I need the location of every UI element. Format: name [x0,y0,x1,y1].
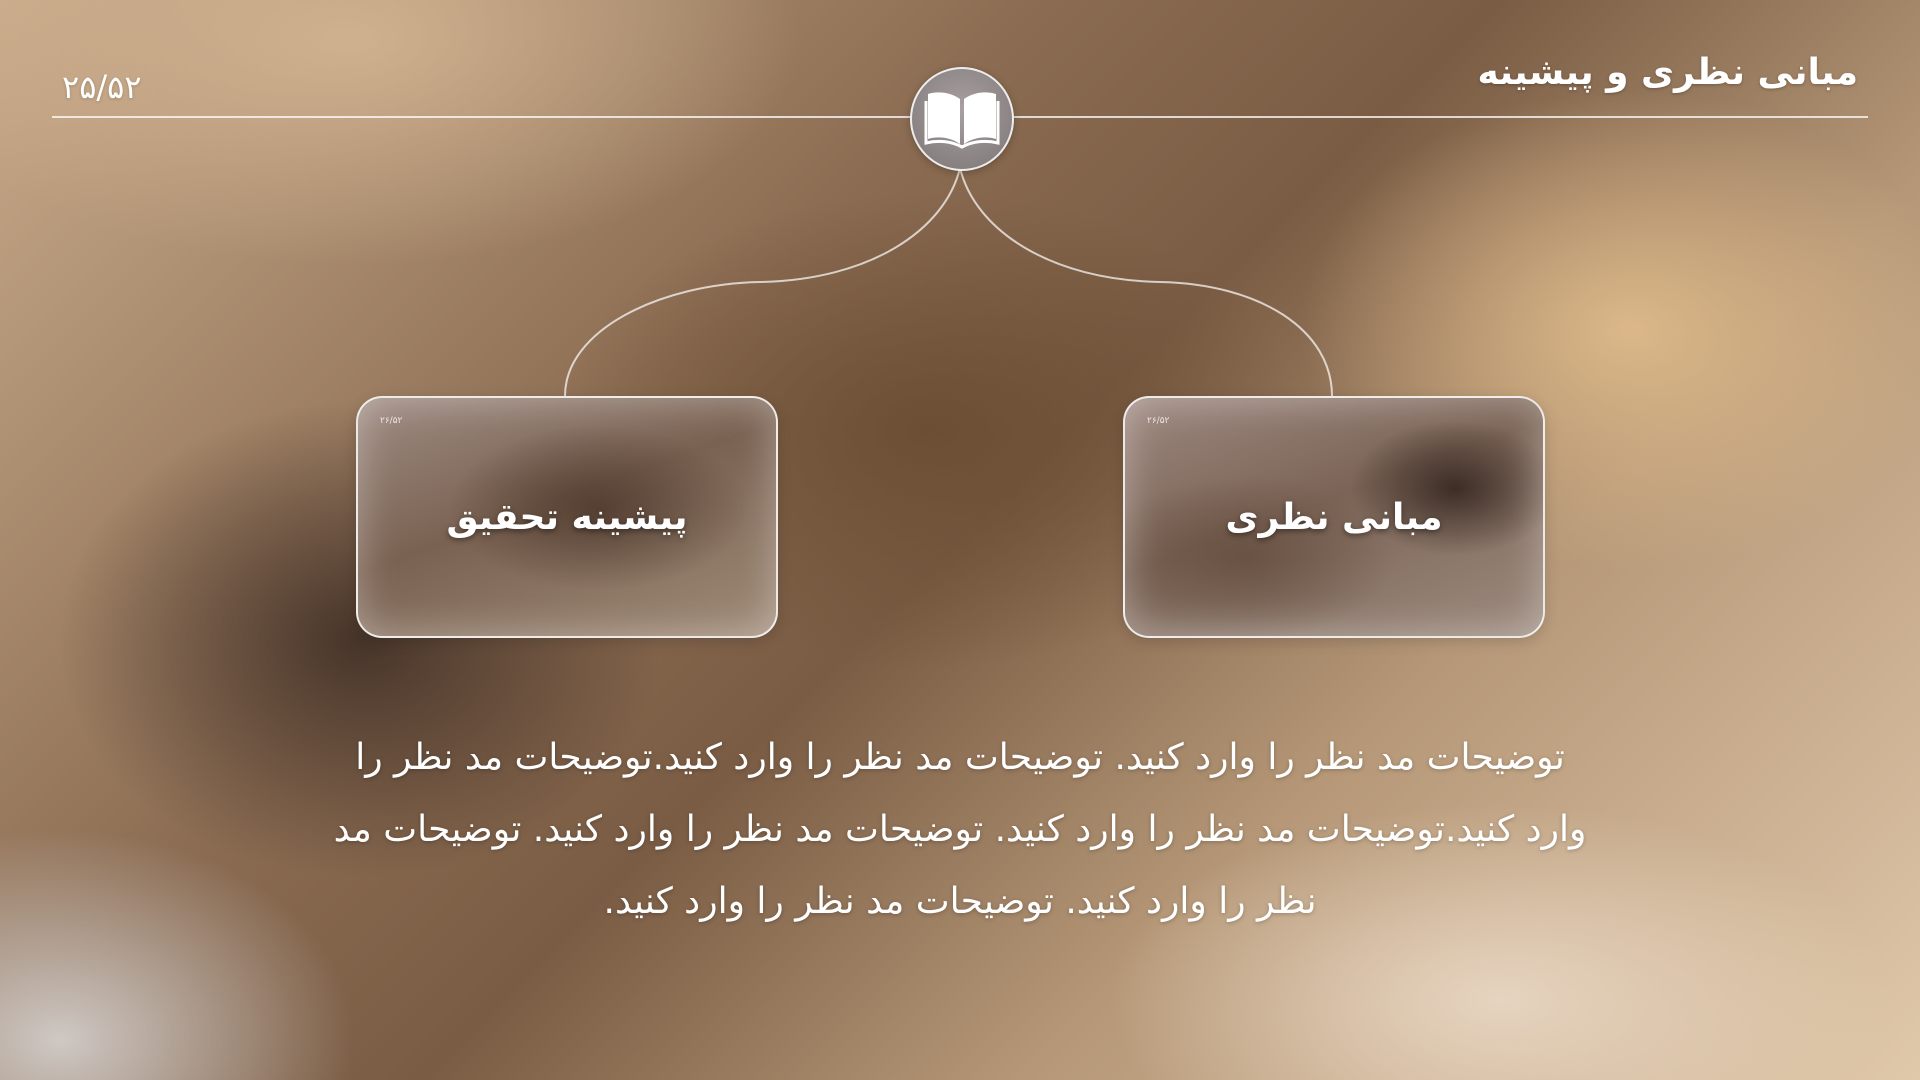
card-label: مبانی نظری [1225,496,1443,538]
card-badge: ۲۶/۵۲ [380,416,403,426]
open-book-icon [924,89,1000,149]
card-research-background[interactable] [356,396,778,638]
slide-title: مبانی نظری و پیشینه [1477,52,1858,93]
connector-left [565,168,960,396]
book-badge [910,67,1014,171]
page-number: ۲۵/۵۲ [62,68,142,106]
card-badge: ۲۶/۵۲ [1147,416,1170,426]
card-label: پیشینه تحقیق [446,496,688,538]
card-theoretical-foundations[interactable] [1123,396,1545,638]
description-text: توضیحات مد نظر را وارد کنید. توضیحات مد نظر را وارد کنید.توضیحات مد نظر را وارد کنید.توضیحات مد نظر را وارد کنید. توضیحات مد نظر را وارد کنید. توضیحات مد نظر را وارد کنید. توضیحات مد نظر را وارد کنید. [333,737,1587,922]
connector-right [960,168,1332,396]
